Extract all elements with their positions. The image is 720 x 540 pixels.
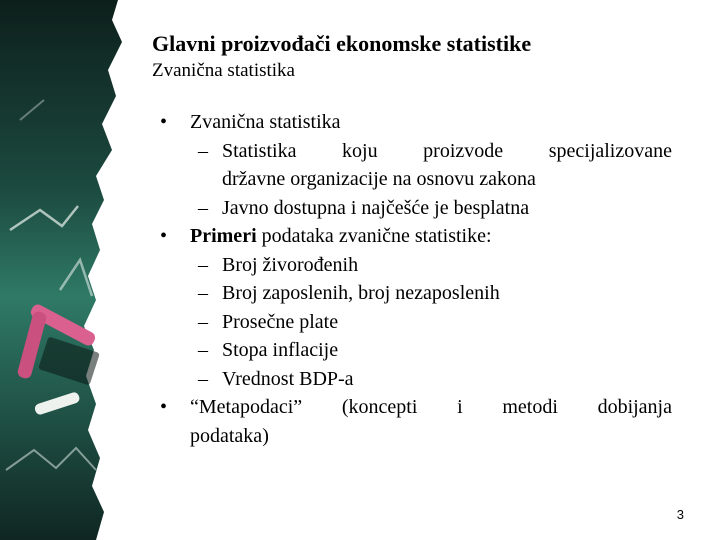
sub-bullet-text: Broj zaposlenih, broj nezaposlenih [222, 282, 500, 304]
dash-marker: – [198, 253, 208, 276]
dash-marker: – [198, 339, 208, 361]
sub-bullet-text: Javno dostupna i najčešće je besplatna [222, 196, 530, 219]
sub-bullet-text-line1: Statistika koju proizvode specijalizovane [222, 139, 672, 162]
title-block [152, 30, 531, 84]
bullet-text: Zvanična statistika [190, 111, 341, 133]
bullet-text-line2: podataka) [190, 424, 269, 447]
dash-marker: – [198, 310, 208, 333]
sub-bullet-text: Broj živorođenih [222, 253, 359, 276]
slide-content [160, 108, 672, 450]
sub-bullet-item [160, 251, 672, 280]
bullet-item [160, 393, 672, 450]
dash-marker: – [198, 367, 208, 390]
page-number: 3 [676, 507, 684, 522]
bullet-item [160, 108, 672, 137]
chalkboard-decoration [0, 0, 150, 540]
dash-marker: – [198, 196, 208, 219]
sub-bullet-item [160, 365, 672, 394]
bullet-marker: • [160, 396, 168, 418]
sub-bullet-text: Stopa inflacije [222, 339, 339, 361]
dash-marker: – [198, 139, 208, 162]
slide-subtitle: Zvanična statistika [152, 60, 295, 81]
dash-marker: – [198, 282, 208, 304]
bullet-text-line1: “Metapodaci” (koncepti i metodi dobijanja [190, 396, 672, 418]
sub-bullet-text: Vrednost BDP-a [222, 367, 354, 390]
sub-bullet-text: Prosečne plate [222, 310, 339, 333]
sub-bullet-item [160, 279, 672, 308]
bullet-text: podataka zvanične statistike: [256, 225, 492, 247]
bullet-marker: • [160, 225, 168, 247]
bullet-item [160, 222, 672, 251]
slide-title: Glavni proizvođači ekonomske statistike [152, 31, 532, 56]
sub-bullet-item [160, 308, 672, 337]
sub-bullet-item [160, 336, 672, 365]
sub-bullet-text-line2: državne organizacije na osnovu zakona [222, 168, 536, 190]
bullet-marker: • [160, 111, 168, 133]
sub-bullet-item [160, 194, 672, 223]
sub-bullet-item [160, 137, 672, 194]
bullet-bold-text: Primeri [190, 225, 257, 247]
